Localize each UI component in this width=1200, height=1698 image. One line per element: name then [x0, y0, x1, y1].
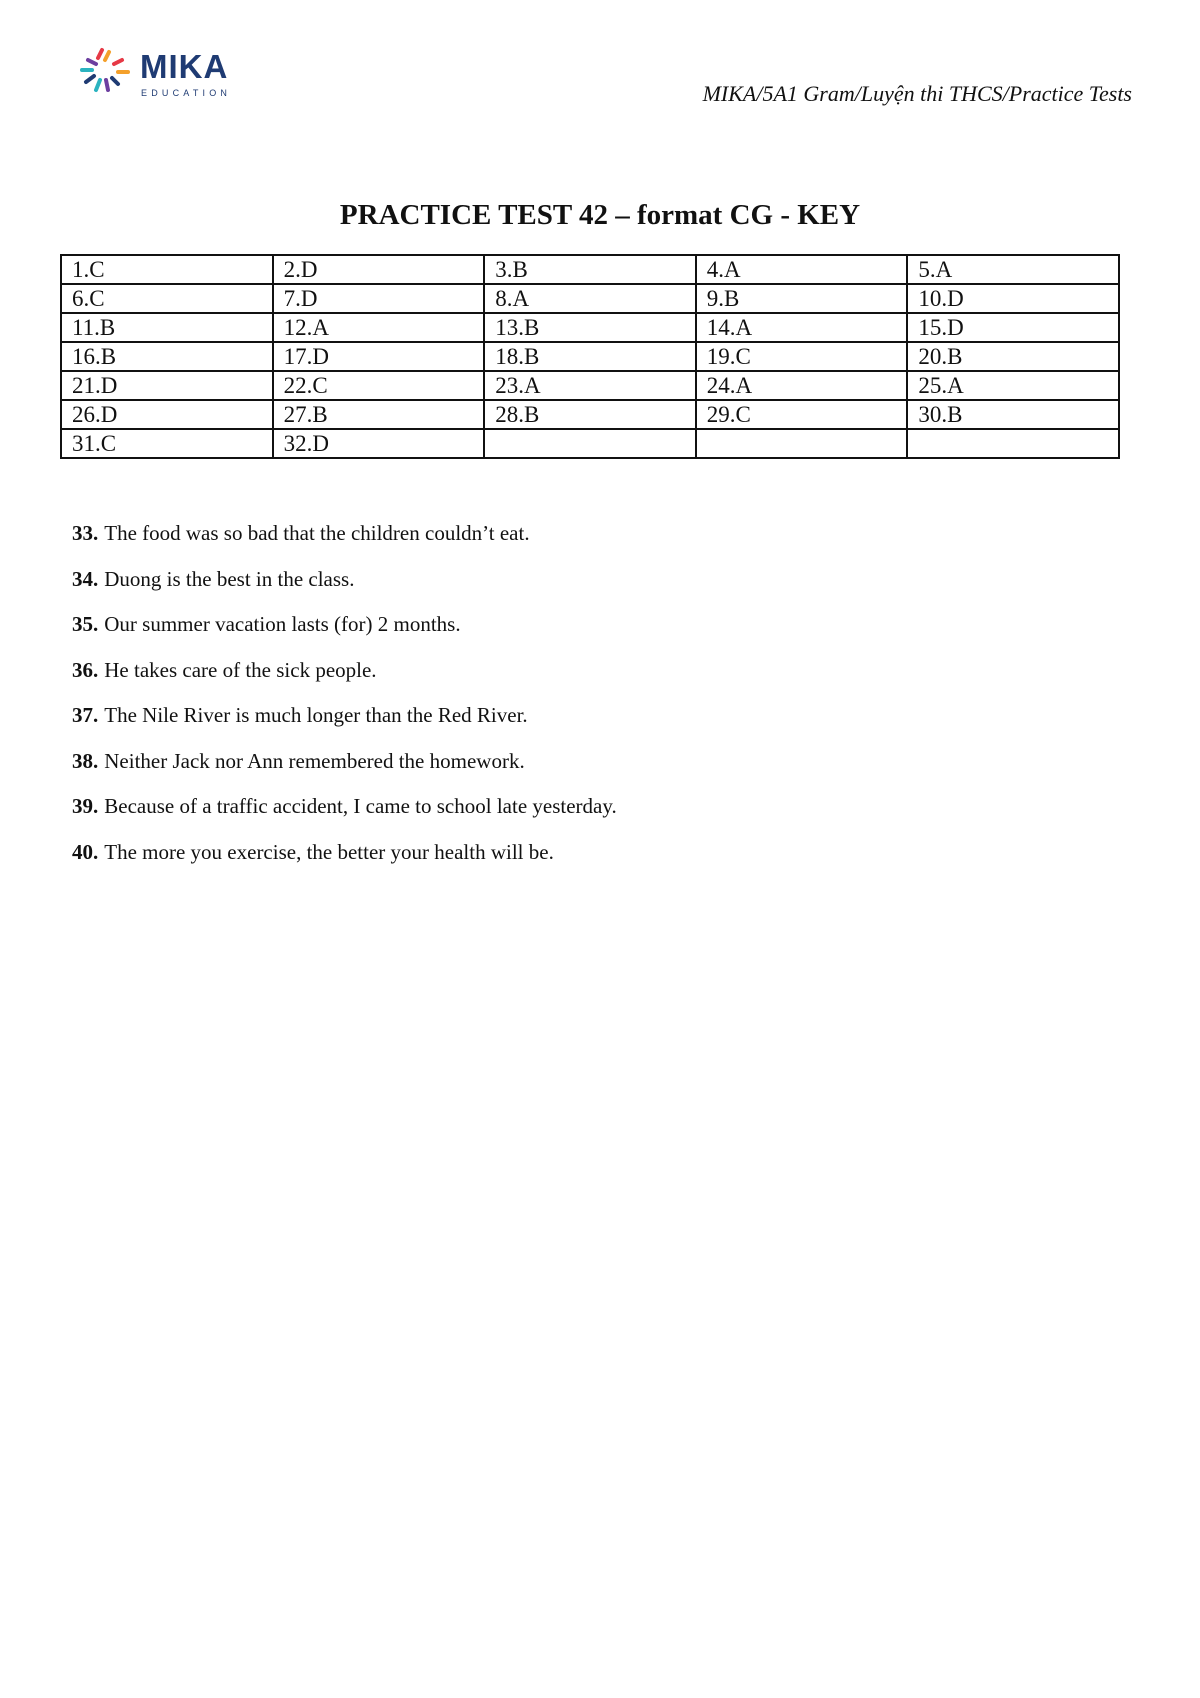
answer-cell: 2.D [273, 255, 485, 284]
answer-cell: 24.A [696, 371, 908, 400]
answer-cell: 25.A [907, 371, 1119, 400]
answer-cell: 19.C [696, 342, 908, 371]
list-item [72, 793, 1132, 839]
answer-number: 40. [72, 839, 99, 864]
answer-cell: 21.D [61, 371, 273, 400]
answer-cell: 9.B [696, 284, 908, 313]
header-path: MIKA/5A1 Gram/Luyện thi THCS/Practice Tests [702, 81, 1132, 106]
answer-cell: 4.A [696, 255, 908, 284]
written-answers [72, 520, 1132, 884]
answer-text: Our summer vacation lasts (for) 2 months. [104, 612, 461, 636]
answer-cell: 16.B [61, 342, 273, 371]
table-row [61, 400, 1119, 429]
table-row [61, 342, 1119, 371]
mika-logo [74, 46, 244, 102]
answer-cell: 7.D [273, 284, 485, 313]
list-item [72, 611, 1132, 657]
answer-cell: 14.A [696, 313, 908, 342]
answer-text: The Nile River is much longer than the Red River. [104, 703, 528, 727]
answer-number: 36. [72, 657, 99, 682]
answer-number: 37. [72, 703, 99, 727]
answer-number: 35. [72, 612, 99, 636]
answer-cell: 27.B [273, 400, 485, 429]
answer-text: Duong is the best in the class. [104, 566, 355, 591]
answer-cell: 29.C [696, 400, 908, 429]
list-item [72, 748, 1132, 794]
table-row [61, 255, 1119, 284]
answer-cell: 20.B [907, 342, 1119, 371]
answer-cell [696, 429, 908, 458]
answer-cell: 1.C [61, 255, 273, 284]
logo-subtitle: EDUCATION [141, 88, 232, 98]
answer-text: The food was so bad that the children couldn’t eat. [104, 521, 530, 545]
answer-cell: 12.A [273, 313, 485, 342]
answer-text: He takes care of the sick people. [104, 657, 377, 682]
answer-cell: 3.B [484, 255, 696, 284]
table-row [61, 284, 1119, 313]
answer-cell [907, 429, 1119, 458]
answer-cell [484, 429, 696, 458]
logo-wordmark: MIKA [140, 48, 229, 85]
list-item [72, 566, 1132, 612]
list-item [72, 702, 1132, 748]
answer-cell: 5.A [907, 255, 1119, 284]
answer-number: 38. [72, 748, 99, 773]
answer-cell: 31.C [61, 429, 273, 458]
answer-number: 33. [72, 521, 99, 545]
table-row [61, 429, 1119, 458]
answer-cell: 22.C [273, 371, 485, 400]
answer-text: The more you exercise, the better your health will be. [104, 839, 554, 864]
answer-cell: 26.D [61, 400, 273, 429]
list-item [72, 520, 1132, 566]
answer-text: Neither Jack nor Ann remembered the homework. [104, 748, 525, 773]
table-row [61, 313, 1119, 342]
answer-cell: 32.D [273, 429, 485, 458]
answer-cell: 10.D [907, 284, 1119, 313]
answer-cell: 17.D [273, 342, 485, 371]
page-title: PRACTICE TEST 42 – format CG - KEY [339, 199, 861, 231]
answer-number: 34. [72, 566, 99, 591]
answer-cell: 13.B [484, 313, 696, 342]
answer-cell: 8.A [484, 284, 696, 313]
answer-cell: 28.B [484, 400, 696, 429]
answer-cell: 11.B [61, 313, 273, 342]
answer-text: Because of a traffic accident, I came to school late yesterday. [104, 794, 617, 818]
answer-key-table [60, 254, 1120, 459]
mika-logo-mark-icon [74, 46, 136, 100]
answer-cell: 23.A [484, 371, 696, 400]
answer-cell: 30.B [907, 400, 1119, 429]
answer-cell: 18.B [484, 342, 696, 371]
answer-number: 39. [72, 794, 99, 818]
list-item [72, 657, 1132, 703]
list-item [72, 839, 1132, 885]
table-row [61, 371, 1119, 400]
answer-cell: 6.C [61, 284, 273, 313]
answer-cell: 15.D [907, 313, 1119, 342]
